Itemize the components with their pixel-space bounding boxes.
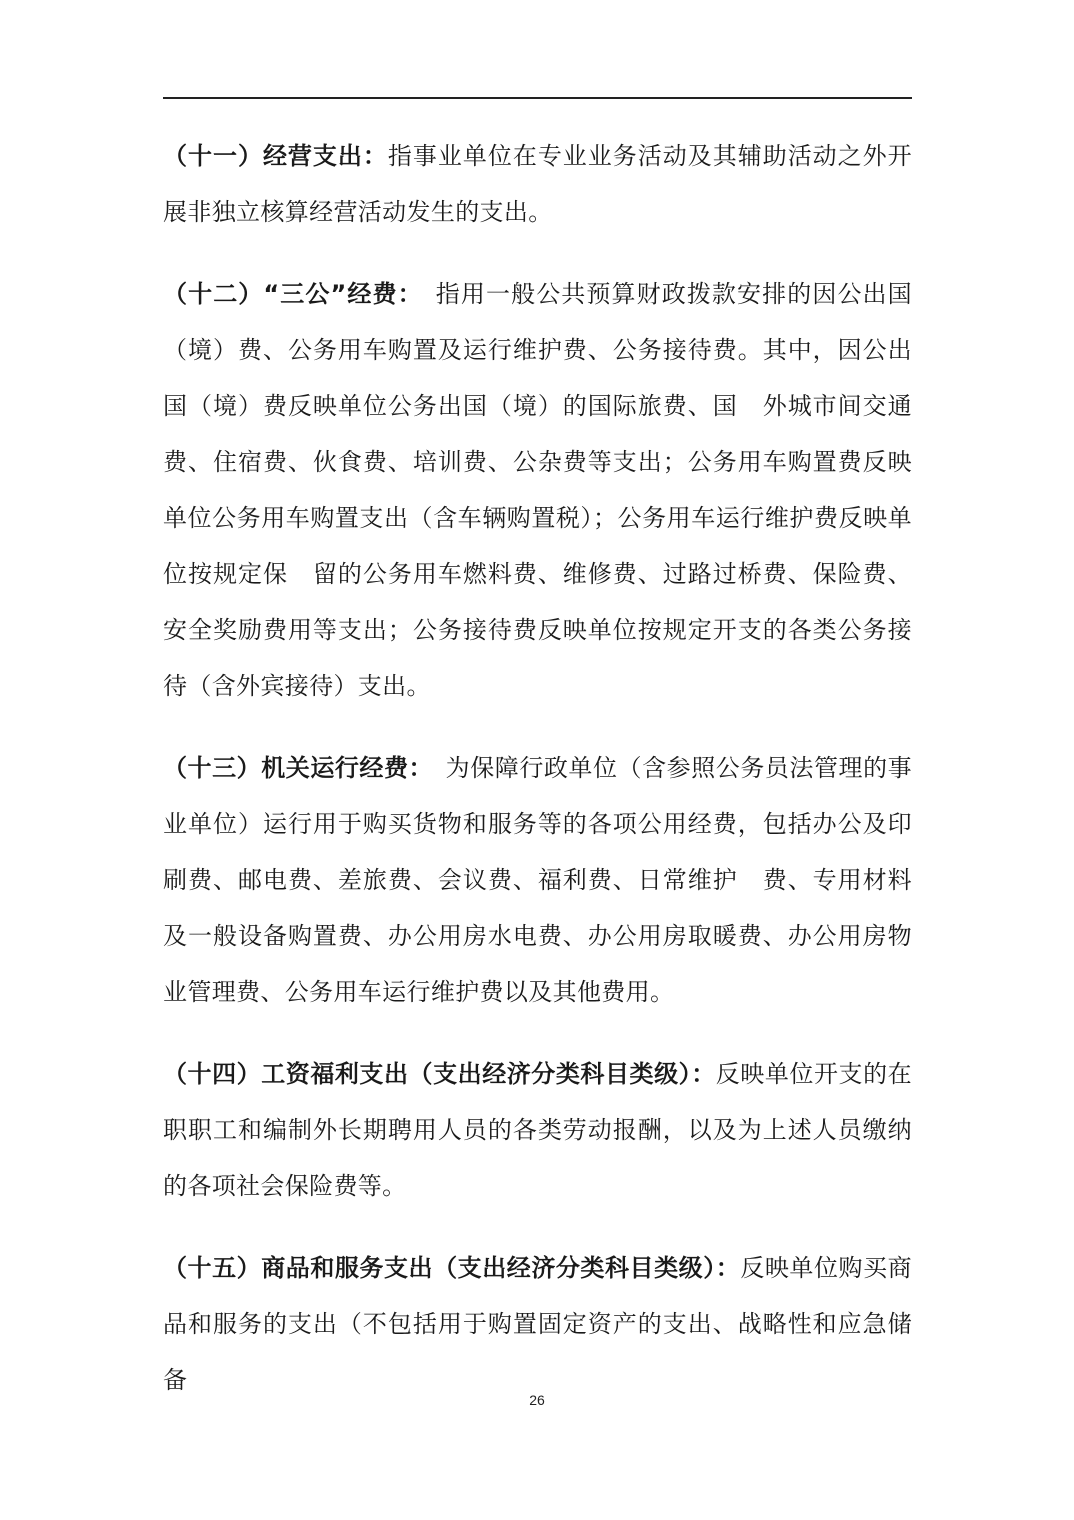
term-definition: 反映单位购买商品和服务的支出（不包括用于购置固定资产的支出、战略性和应急储备	[163, 1254, 912, 1394]
paragraph-operating-expenditure	[163, 128, 912, 240]
page-number: 26	[529, 1392, 545, 1408]
term-heading: （十二）“三公”经费：	[163, 280, 411, 308]
paragraph-agency-operating-funds	[163, 740, 912, 1020]
term-definition: 反映单位开支的在职职工和编制外长期聘用人员的各类劳动报酬，以及为上述人员缴纳的各项社会保险费等。	[163, 1060, 912, 1200]
term-heading: （十四）工资福利支出（支出经济分类科目类级）：	[163, 1060, 716, 1088]
term-definition: 指事业单位在专业业务活动及其辅助活动之外开展非独立核算经营活动发生的支出。	[163, 142, 912, 226]
paragraph-goods-services-expenditure	[163, 1240, 912, 1408]
paragraph-wages-welfare-expenditure	[163, 1046, 912, 1214]
header-rule	[163, 97, 912, 99]
term-heading: （十三）机关运行经费：	[163, 754, 422, 782]
term-heading: （十一）经营支出：	[163, 142, 388, 170]
term-heading: （十五）商品和服务支出（支出经济分类科目类级）：	[163, 1254, 741, 1282]
paragraph-three-public-expenses	[163, 266, 912, 714]
document-body	[163, 128, 912, 1408]
term-definition: 为保障行政单位（含参照公务员法管理的事业单位）运行用于购买货物和服务等的各项公用经费，包括办公及印刷费、邮电费、差旅费、会议费、福利费、日常维护 费、专用材料及一般设备购置费、办公用房水电费、办公用房取暖费、办公用房物业管理费、公务用车运行维护费以及其他费用。	[163, 754, 912, 1006]
term-definition: 指用一般公共预算财政拨款安排的因公出国（境）费、公务用车购置及运行维护费、公务接待费。其中，因公出国（境）费反映单位公务出国（境）的国际旅费、国 外城市间交通费、住宿费、伙食费、培训费、公杂费等支出；公务用车购置费反映单位公务用车购置支出（含车辆购置税）；公务用车运行维护费反映单位按规定保 留的公务用车燃料费、维修费、过路过桥费、保险费、安全奖励费用等支出；公务接待费反映单位按规定开支的各类公务接待（含外宾接待）支出。	[163, 280, 912, 700]
